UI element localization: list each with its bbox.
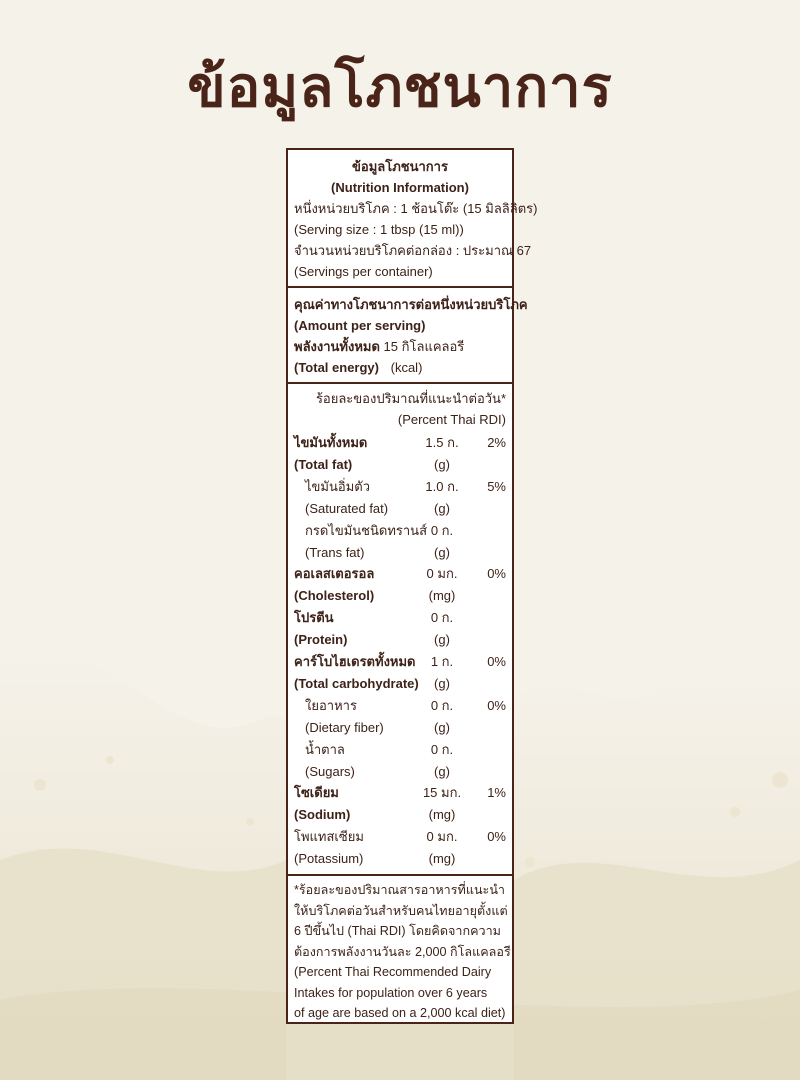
nutrient-row <box>288 476 512 497</box>
nutrient-amount: (mg) <box>428 588 456 604</box>
nutrient-amount: 15 มก. <box>422 785 462 801</box>
nutrient-amount: (g) <box>434 632 450 648</box>
nutrient-name: (Sugars) <box>305 763 355 779</box>
total-energy-unit: (kcal) <box>390 360 423 375</box>
nutrient-name: คาร์โบไฮเดรตทั้งหมด <box>294 654 416 669</box>
servings-per-container-english: (Servings per container) <box>294 264 433 279</box>
servings-per-container-thai: จำนวนหน่วยบริโภคต่อกล่อง : ประมาณ 67 <box>294 243 532 258</box>
nutrient-row <box>288 826 512 847</box>
total-energy-thai: พลังงานทั้งหมด <box>294 339 380 354</box>
nutrient-amount: 0 ก. <box>430 697 454 713</box>
footnote-line: ให้บริโภคต่อวันสำหรับคนไทยอายุตั้งแต่ <box>294 903 508 918</box>
nutrient-percent-rdi: 0% <box>487 829 506 845</box>
footnote-line: *ร้อยละของปริมาณสารอาหารที่แนะนำ <box>294 883 505 897</box>
nutrient-row <box>288 804 512 825</box>
nutrient-row <box>288 848 512 869</box>
nutrient-amount: 1.5 ก. <box>425 435 459 450</box>
nutrient-name: (Sodium) <box>294 807 351 823</box>
nutrient-percent-rdi: 1% <box>487 785 506 801</box>
nutrient-amount: 0 ก. <box>430 522 454 538</box>
nutrient-amount: 0 มก. <box>426 566 458 582</box>
label-title-thai: ข้อมูลโภชนาการ <box>352 159 448 174</box>
nutrient-name: โปรตีน <box>294 610 334 626</box>
nutrient-name: (Potassium) <box>294 851 364 867</box>
nutrient-amount: (g) <box>434 500 450 516</box>
footnote-line: of age are based on a 2,000 kcal diet) <box>294 1006 506 1020</box>
nutrient-amount: (g) <box>434 719 450 735</box>
rdi-header-thai: ร้อยละของปริมาณที่แนะนำต่อวัน* <box>315 391 506 406</box>
nutrient-amount: 1 ก. <box>430 654 454 669</box>
nutrient-row <box>288 782 512 803</box>
rdi-header <box>288 388 512 430</box>
nutrient-name: (Cholesterol) <box>294 588 375 604</box>
nutrient-percent-rdi: 2% <box>487 435 506 450</box>
nutrient-row <box>288 542 512 563</box>
nutrient-amount: (g) <box>434 763 450 779</box>
nutrient-amount: 0 ก. <box>430 741 454 757</box>
nutrient-row <box>288 520 512 541</box>
nutrient-row <box>288 563 512 584</box>
nutrient-row <box>288 629 512 650</box>
footnote-line: (Percent Thai Recommended Dairy <box>294 965 492 979</box>
serving-size-english: (Serving size : 1 tbsp (15 ml)) <box>294 222 464 237</box>
label-header <box>288 156 538 282</box>
total-energy-thai-row <box>294 336 506 357</box>
nutrient-name: (Total fat) <box>294 456 353 472</box>
nutrient-amount: 1.0 ก. <box>425 478 459 494</box>
nutrient-row <box>288 739 512 760</box>
nutrient-name: (Dietary fiber) <box>305 719 384 735</box>
total-energy-value: 15 กิโลแคลอรี <box>383 339 465 354</box>
nutrient-name: (Total carbohydrate) <box>294 675 419 691</box>
nutrient-row <box>288 607 512 628</box>
divider <box>288 286 512 288</box>
nutrient-amount: 0 ก. <box>430 610 454 626</box>
nutrient-amount: (mg) <box>428 807 456 823</box>
nutrient-name: ไขมันอิ่มตัว <box>305 478 370 494</box>
amount-title-thai: คุณค่าทางโภชนาการต่อหนึ่งหน่วยบริโภค <box>294 297 528 312</box>
amount-title-english: (Amount per serving) <box>294 318 426 333</box>
nutrient-percent-rdi: 0% <box>487 566 506 582</box>
page-title: ข้อมูลโภชนาการ <box>187 55 613 120</box>
nutrient-percent-rdi: 0% <box>487 654 506 669</box>
rdi-header-english: (Percent Thai RDI) <box>397 412 506 427</box>
nutrient-name: (Saturated fat) <box>305 500 389 516</box>
nutrient-name: คอเลสเตอรอล <box>294 566 375 582</box>
nutrient-row <box>288 673 512 694</box>
nutrition-label <box>286 148 538 1024</box>
rdi-footnote <box>288 880 512 1024</box>
label-title-english: (Nutrition Information) <box>331 180 469 195</box>
nutrient-row <box>288 651 512 672</box>
nutrient-name: (Protein) <box>294 632 348 648</box>
nutrient-amount: (g) <box>434 544 450 560</box>
nutrient-row <box>288 585 512 606</box>
nutrient-percent-rdi: 0% <box>487 697 506 713</box>
nutrient-name: ใยอาหาร <box>305 697 357 713</box>
nutrient-row <box>288 432 512 453</box>
total-energy-english: (Total energy) <box>294 360 379 375</box>
amount-per-serving-section <box>288 294 528 378</box>
nutrient-row <box>288 695 512 716</box>
footnote-line: Intakes for population over 6 years <box>294 985 488 1000</box>
nutrient-row <box>288 717 512 738</box>
nutrient-name: กรดไขมันชนิดทรานส์ <box>305 522 428 538</box>
nutrient-row <box>288 761 512 782</box>
divider <box>288 874 512 876</box>
nutrient-name: โซเดียม <box>294 785 339 801</box>
nutrient-amount: (g) <box>434 675 450 691</box>
nutrient-amount: (mg) <box>428 851 456 867</box>
total-energy-english-row <box>294 357 506 378</box>
nutrient-amount: (g) <box>434 456 450 472</box>
footnote-line: 6 ปีขึ้นไป (Thai RDI) โดยคิดจากความ <box>294 924 501 938</box>
nutrient-amount: 0 มก. <box>426 829 458 845</box>
nutrient-row <box>288 454 512 475</box>
nutrient-name: โพแทสเซียม <box>294 829 364 845</box>
serving-size-thai: หนึ่งหน่วยบริโภค : 1 ช้อนโต๊ะ (15 มิลลิลิตร) <box>294 201 538 216</box>
divider <box>288 382 512 384</box>
nutrient-row <box>288 498 512 519</box>
nutrient-percent-rdi: 5% <box>487 478 506 494</box>
nutrient-name: น้ำตาล <box>305 741 345 757</box>
nutrient-name: ไขมันทั้งหมด <box>294 435 368 450</box>
footnote-line: ต้องการพลังงานวันละ 2,000 กิโลแคลอรี <box>294 944 511 959</box>
nutrient-name: (Trans fat) <box>305 544 365 560</box>
